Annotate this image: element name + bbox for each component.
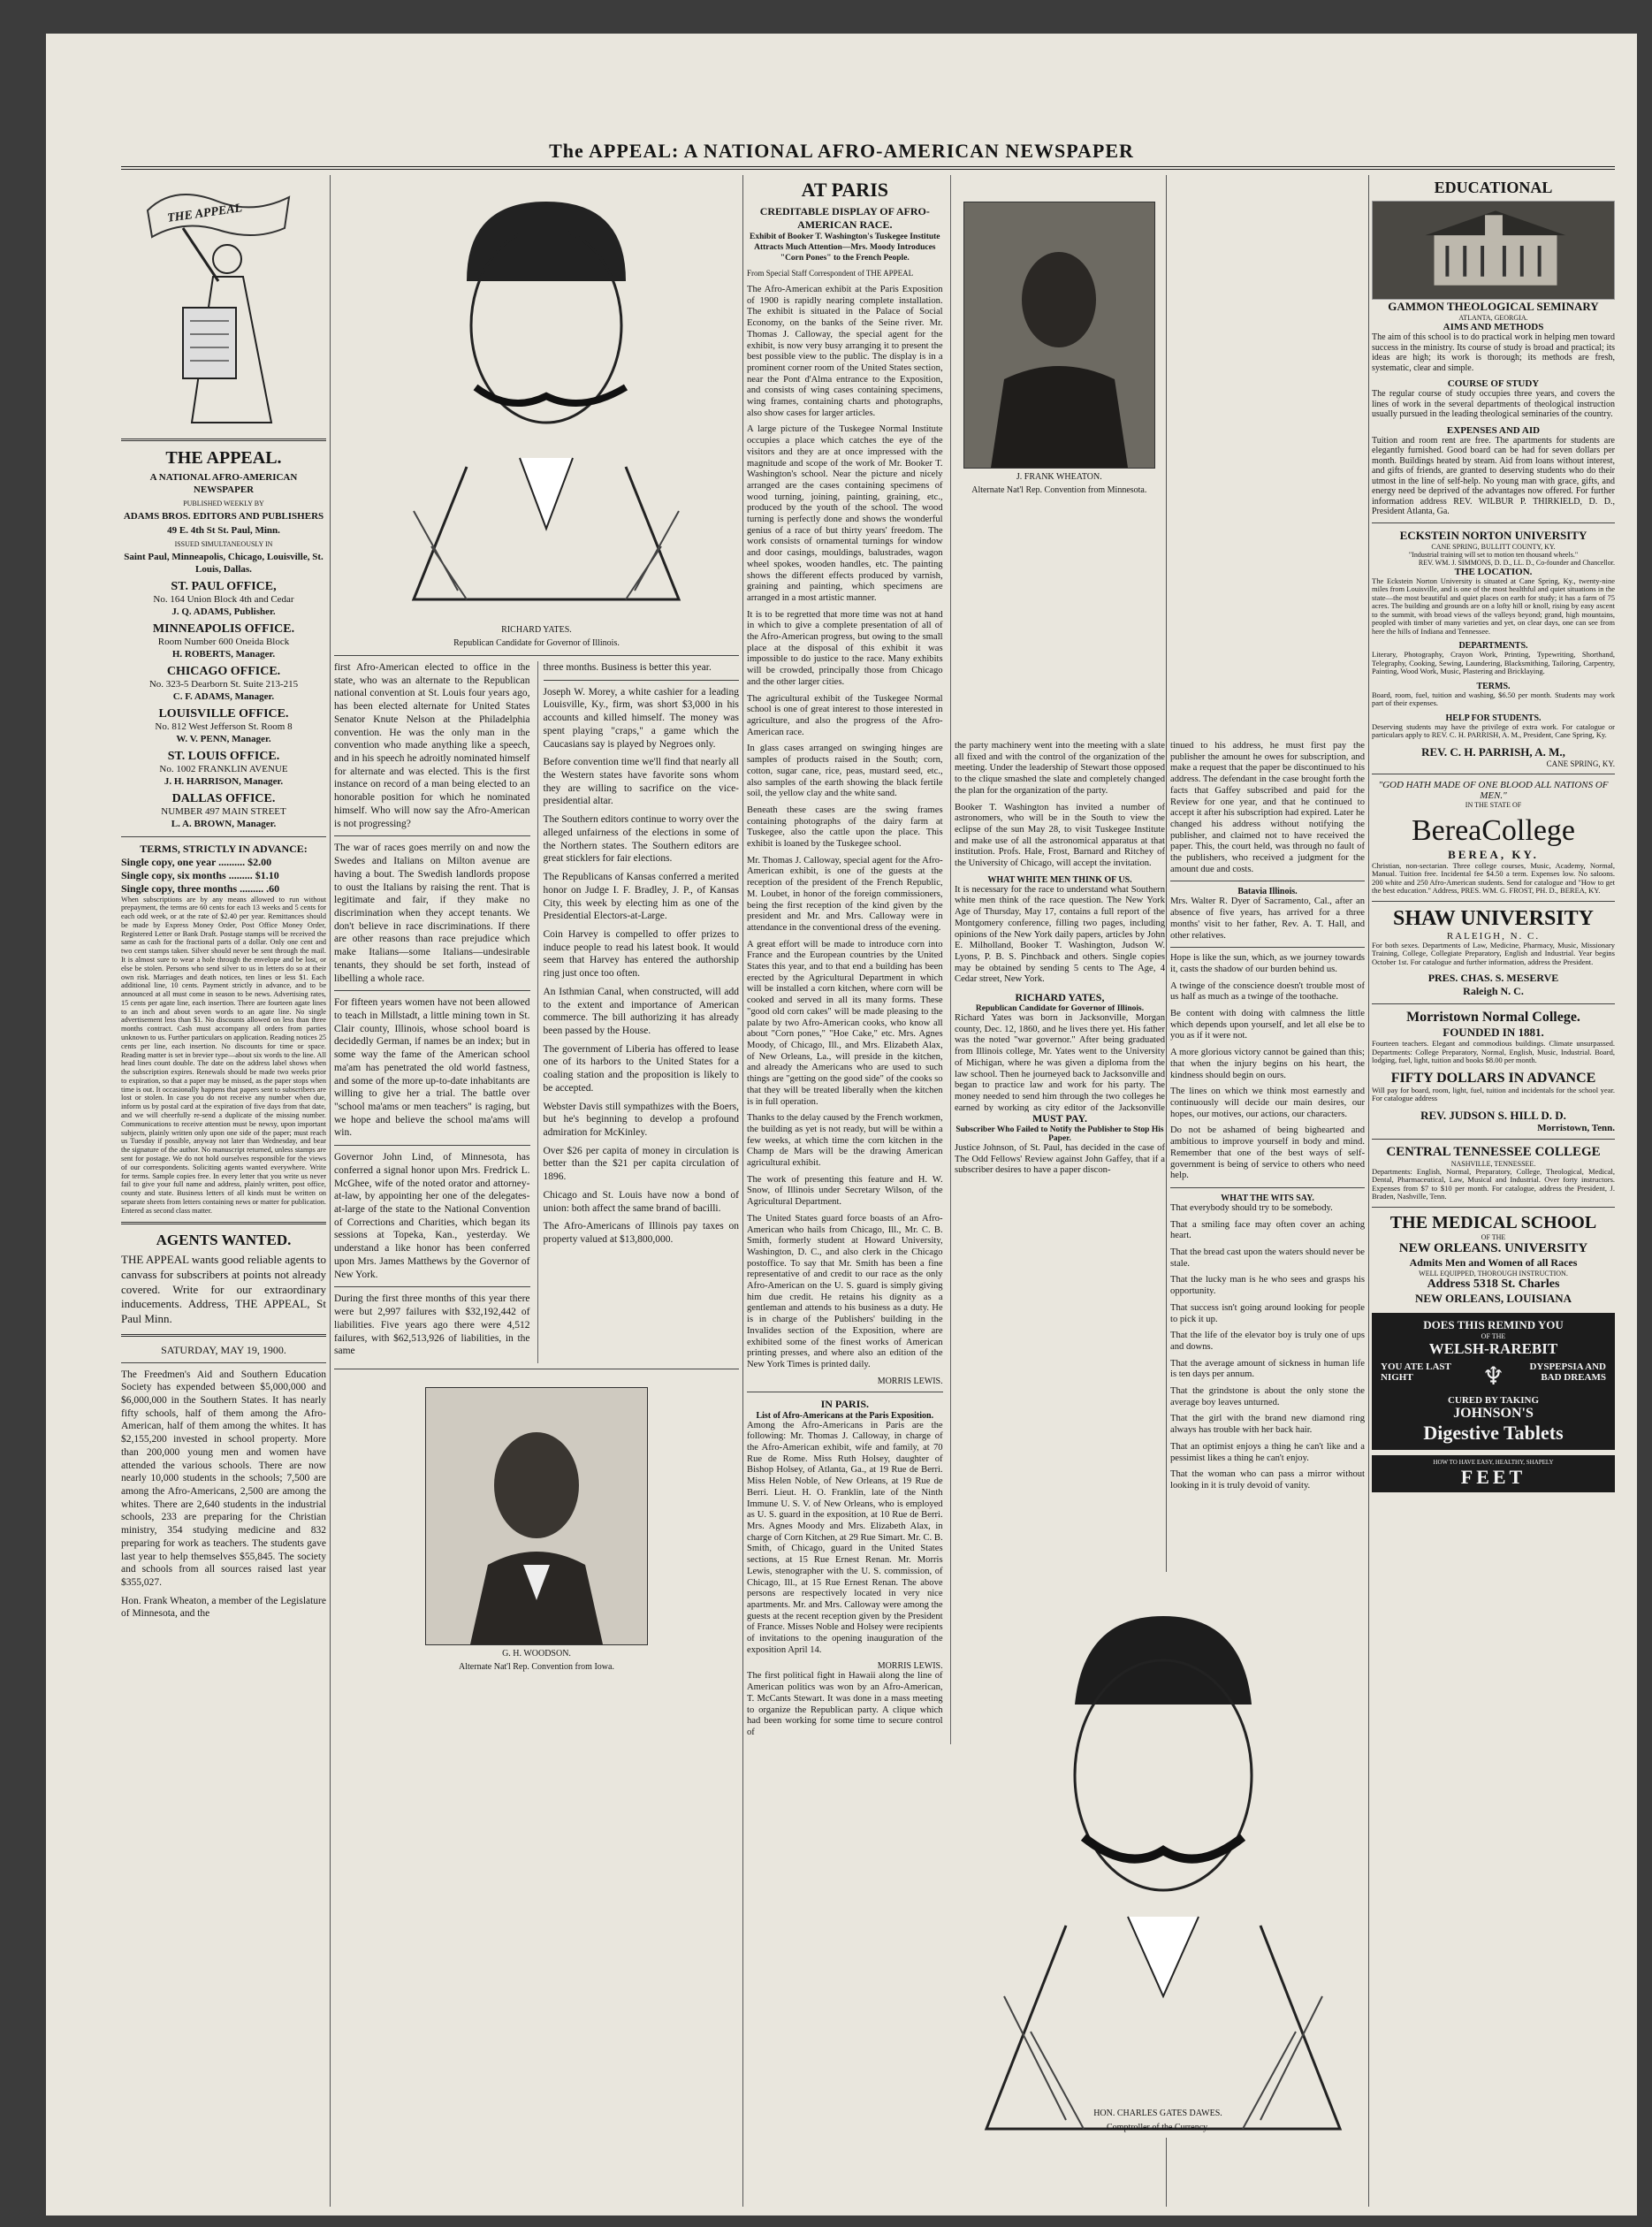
paragraph: The lines on which we think most earnestly and continuously will decide our main desires, our hopes, our motives, our actions, our characters. bbox=[1170, 1087, 1365, 1119]
ad-location: BEREA, KY. bbox=[1448, 847, 1539, 861]
issue-date: SATURDAY, MAY 19, 1900. bbox=[161, 1343, 286, 1356]
paragraph: That a smiling face may often cover an aching heart. bbox=[1170, 1219, 1365, 1241]
divider bbox=[1372, 901, 1615, 902]
cartoon-label: THE APPEAL bbox=[166, 202, 243, 225]
paragraph: That the grindstone is about the only stone the average boy leaves unturned. bbox=[1170, 1386, 1365, 1407]
paragraph: Governor John Lind, of Minnesota, has conferred a signal honor upon Mrs. Fredrick L. McGhee, wife of the noted orator and attorney-at-law, by appointing her one of the delegates-at-large of the state to the National Convention of Corrections and Charities, which began its sessions at Topeka, Kan., yesterday. We understand a like honor has been conferred upon Mrs. James Matthews by the Governor of New York. bbox=[334, 1152, 530, 1280]
paragraph: Before convention time we'll find that nearly all the Western states have favorite sons whom they are willing to sacrifice on the vice-presidential altar. bbox=[543, 757, 739, 807]
editorial-paragraph: Hon. Frank Wheaton, a member of the Legislature of Minnesota, and the bbox=[121, 1595, 326, 1620]
ad-subtitle: Admits Men and Women of all Races bbox=[1409, 1255, 1578, 1269]
dawes-illustration bbox=[951, 1572, 1365, 2138]
ad-title: SHAW UNIVERSITY bbox=[1393, 906, 1594, 930]
divider bbox=[121, 1362, 326, 1363]
ad-body: Christian, non-sectarian. Three college courses, Music, Academy, Normal, Manual. Tuition free. Incidental fee $4.50 a term. Expenses low. No saloons. 200 white and 250 Afro-American students. Send for catalogue and "How to get the best education." Address, PRES. WM. G. FROST, PH. D., BEREA, KY. bbox=[1372, 860, 1615, 896]
ad-location: CANE SPRING, KY. bbox=[1546, 759, 1615, 768]
paragraph: The Republicans of Kansas conferred a merited honor on Judge I. F. Bradley, J. P., of Kansas City, this week by electing him as one of the Presidential Electors-at-Large. bbox=[543, 872, 739, 922]
cities: Saint Paul, Minneapolis, Chicago, Louisville, St. Louis, Dallas. bbox=[124, 552, 324, 575]
ad-section: EXPENSES AND AID bbox=[1446, 424, 1541, 436]
paragraph: The Southern editors continue to worry over the alleged unfairness of the elections in some of the Northern states. The Southern editors are great sticklers for fair elections. bbox=[543, 814, 739, 865]
ad-location: ATLANTA, GEORGIA. bbox=[1458, 314, 1528, 322]
mid-column-a bbox=[951, 741, 1165, 1112]
ad-subtitle: FOUNDED IN 1881. bbox=[1443, 1026, 1544, 1040]
paragraph: Booker T. Washington has invited a number of astronomers, who will be in the South to view the eclipse of the sun May 28, to visit Tuskegee Institute and make use of all the astronomical apparatus at that institution. Profs. Hale, Frost, Barnard and Ritchey of the University of Chicago, will accept the invitation. bbox=[955, 802, 1165, 869]
paragraph: The war of races goes merrily on and now the Swedes and Italians on Milton avenue are having a bout. The Swedish landlords propose to oust the Italians by raising the rent. That is legitimate and fair, if they make no discrimination when they accept tenants. We don't believe in race discriminations. If there are other reasons than race prejudice which make Italians—some Italians—undesirable tenants, they should be set forth, instead of libelling a whole race. bbox=[334, 843, 530, 984]
ad-line: FEET bbox=[1460, 1465, 1526, 1488]
terms-body: When subscriptions are by any means allowed to run without prepayment, the terms are 60 cents for each 13 weeks and 5 cents for each odd week, or at the rate of $2.40 per year. Remittances should be made by Express Money Order, Post Office Money Order, Registered Letter or Bank Draft. Postage stamps will be received the same as cash for the fractional parts of a dollar. Only one cent and two cent stamps taken. Silver should never be sent through the mail. It is almost sure to wear a hole through the envelope and be lost, or else be stolen. Persons who send silver to us in letters do so at their own risk. Marriages and death notices, ten lines or less $1. Each additional line, 10 cents. Payment strictly in advance, and to be announced at all must come in season to be news. Advertising rates, 15 cents per agate line, each insertion. There are fourteen agate lines to an inch and about seven words to an agate line. No single advertisement less than $1. No discounts allowed on less than three months contract. Cash must accompany all orders from parties unknown to us. Further particulars on application. Reading notices 25 cents per line, each insertion. No discounts for time or space. Reading matter is set in brevier type—about six words to the line. All head lines count double. The date on the address label shows when the subscription expires. Renewals should be made two weeks prior to expiration, so that a paper may be missed, as the paper stops when time is out. It occasionally happens that papers sent to subscribers are lost or stolen. In case you do not receive any number when due, inform us by postal card at the expiration of five days from that date, and we will cheerfully re-send a duplicate of the missing number. Communications to receive attention must be newsy, upon important subjects, plainly written only upon one side of the paper; must reach us Tuesday if possible, anyway not later than Wednesday, and bear the signature of the author. No manuscript returned, unless stamps are sent for postage. We do not hold ourselves responsible for the views of our correspondents. Soliciting agents wanted everywhere. Write for terms. Sample copies free. In every letter that you write us never fail to give your full name and address, plainly written, post office, county and state. Business letters of all kinds must be written on separate sheets from letters containing news or matter for publication. Entered as second class matter. bbox=[121, 895, 326, 1215]
ad-body: Literary, Photography, Crayon Work, Printing, Typewriting, Shorthand, Telegraphy, Cooking, Sewing, Laundering, Blacksmithing, Tailoring, Carpentry, Painting, Wood Work, Music, Plastering and Bricklaying. bbox=[1372, 650, 1615, 676]
paragraph: Joseph W. Morey, a white cashier for a leading Louisville, Ky., firm, was short $3,000 in his accounts and killed himself. The money was spent playing "craps," a game which the Caucasians say is played by Negroes only. bbox=[543, 686, 739, 750]
article-subhead: CREDITABLE DISPLAY OF AFRO-AMERICAN RACE. bbox=[759, 205, 930, 231]
divider bbox=[334, 1145, 530, 1146]
ad-label: IN THE STATE OF bbox=[1465, 800, 1522, 809]
paragraph: The first political fight in Hawaii along the line of American politics was won by an Afro-American, T. McCants Stewart. It was done in a mass meeting to organize the Republican party. A clique which had been working for some time to secure control of bbox=[747, 1671, 943, 1737]
ad-address: Address 5318 St. Charles bbox=[1427, 1277, 1560, 1291]
portrait-caption: RICHARD YATES. bbox=[501, 625, 572, 635]
ad-section: HELP FOR STUDENTS. bbox=[1445, 713, 1542, 723]
paragraph: That the bread cast upon the waters should never be stale. bbox=[1170, 1247, 1365, 1269]
paris-article bbox=[747, 175, 943, 1744]
article-dateline: From Special Staff Correspondent of THE APPEAL bbox=[747, 269, 914, 278]
appeal-illustration bbox=[121, 175, 326, 431]
editorial-paragraph: The Freedmen's Aid and Southern Education Society has expended between $5,000,000 and $6,000,000 in the Southern States. It has nearly fifty schools, half of them among the Afro-American, half of them among the whites. It has $2,155,200 invested in school property. More than 200,000 young men and women have attended the various schools. There are now nearly 10,000 students in the schools; 7,500 are among the Afro-Americans, 2,500 are among the whites. There are 2,640 students in the industrial schools, 233 are preparing for the Christian ministry, 354 studying medicine and 832 preparing for work as teachers. The students gave last year to help themselves $55,845. The society and schools from all sources raised last year $355,027. bbox=[121, 1369, 326, 1589]
paragraph: first Afro-American elected to office in the state, who was an alternate to the Republican national convention at St. Louis four years ago, has been elected alternate for United States Senator Knute Nelson at the Philadelphia convention. He was the only man in the convention who made anything like a speech, and in his speech he adroitly nominated himself for alternate and was elected. This is the first instance on record of a man being elected to an honorable position for which he nominated himself. Who will now say the Afro-American is not progressing? bbox=[334, 662, 530, 829]
paragraph: A large picture of the Tuskegee Normal Institute occupies a place which catches the eye of the visitors and they are at once impressed with the magnitude and scope of the work of Mr. Booker T. Washington's school. Near the picture and nicely arranged are the cases containing specimens of wood turning, joining, painting, graining, etc., produced by the youth of the school. The wood turning is perfectly done and shows the wonderful genius of a race of but thirty years' freedom. The work consists of ornamental turnings for window and door casings, mouldings, balustrades, wagon wheel spokes, wooden handles, etc. The painting shows the different effects produced by varnish, graining and painting, which specimens are arranged in a most artistic manner. bbox=[747, 424, 943, 603]
section-deck: Subscriber Who Failed to Notify the Publisher to Stop His Paper. bbox=[955, 1125, 1164, 1143]
paragraph: In glass cases arranged on swinging hinges are samples of products raised in the South; corn, cotton, sugar cane, rice, peas, mustard seed, etc., also samples of the earth showing the black fertile soil, the yellow clay and the white sand. bbox=[747, 744, 943, 799]
article-deck: Exhibit of Booker T. Washington's Tuskegee Institute Attracts Much Attention—Mrs. Moody Introduces "Corn Pones" to the French People. bbox=[750, 233, 940, 263]
illustration-caption-sub: Comptroller of the Currency. bbox=[1107, 2123, 1209, 2132]
ad-line: DOES THIS REMIND YOU bbox=[1423, 1317, 1564, 1331]
section-head: RICHARD YATES, bbox=[1015, 991, 1105, 1004]
ad-title: CENTRAL TENNESSEE COLLEGE bbox=[1386, 1144, 1601, 1159]
ad-line: WELSH-RAREBIT bbox=[1428, 1339, 1558, 1357]
ad-title: THE MEDICAL SCHOOL bbox=[1389, 1212, 1597, 1232]
paragraph: A great effort will be made to introduce corn into France and the European countries by the United States this year, and to that end a building has been erected by the Agricultural Department in which will be installed a corn kitchen, where corn will be cooked and served in all its many forms. These "good old corn cakes" will be made pleasing to the palate by two Afro-American cooks, who know all about "Corn pones," "Hoe Cake," etc. Mrs. Agnes Moody, of Chicago, Ill., and Mrs. Elizabeth Alax, of New Orleans, La., will preside in the kitchen, and already the Americans who are used to such things are "getting on the good side" of the cooks so that they will be treated liberally when the kitchen is in full operation. bbox=[747, 939, 943, 1107]
paragraph: The agricultural exhibit of the Tuskegee Normal school is one of great interest to those interested in agriculture, and also the progress of the Afro-American race. bbox=[747, 693, 943, 737]
office-block: LOUISVILLE OFFICE. No. 812 West Jefferson St. Room 8 W. V. PENN, Manager. bbox=[155, 706, 293, 744]
section-deck: List of Afro-Americans at the Paris Exposition. bbox=[756, 1410, 934, 1421]
paragraph: Richard Yates was born in Jacksonville, Morgan county, Dec. 12, 1860, and he lives there yet. His father was the noted "war governor." After being graduated from Illinois college, Mr. Yates went to the University of Michigan, where he was given a diploma from the law school. Then he journeyed back to Jacksonville and began to practice law and work for his party. The money needed to send him through the two colleges he earned by working as city editor of the Jacksonville bbox=[955, 1013, 1165, 1112]
terms-line: Single copy, six months ......... $1.10 bbox=[121, 868, 279, 881]
column-rule bbox=[742, 175, 743, 2207]
office-block: MINNEAPOLIS OFFICE. Room Number 600 Oneida Block H. ROBERTS, Manager. bbox=[152, 622, 295, 660]
column-rule bbox=[330, 175, 331, 2207]
feet-ad bbox=[1372, 1455, 1615, 1492]
masthead-rule bbox=[121, 166, 1615, 170]
paragraph: Mrs. Walter R. Dyer of Sacramento, Cal., after an absence of five years, has arrived for a three months' visit to her father, Rev. A. T. Hall, and other relatives. bbox=[1170, 896, 1365, 941]
paragraph: That everybody should try to be somebody. bbox=[1170, 1202, 1333, 1213]
paragraph: The Afro-American exhibit at the Paris Exposition of 1900 is rapidly nearing complete installation. The exhibit is situated in the Palace of Social Economy, on the banks of the Seine river. Mr. Thomas J. Calloway, the special agent for the exhibit, is now very busy arranging it to present the best possible view to the public. The display is in a prominent corner room of the United States section, near the Pont d'Alma entrance to the Exposition, and consists of wing cases containing specimens, wing frames, containing charts and photographs, also show cases for larger articles. bbox=[747, 284, 943, 418]
address: 49 E. 4th St St. Paul, Minn. bbox=[167, 525, 280, 537]
office-block: ST. PAUL OFFICE, No. 164 Union Block 4th and Cedar J. Q. ADAMS, Publisher. bbox=[153, 579, 294, 617]
ad-section: THE LOCATION. bbox=[1454, 566, 1533, 577]
paragraph: three months. Business is better this year. bbox=[543, 662, 712, 673]
ad-line: HOW TO HAVE EASY, HEALTHY, SHAPELY bbox=[1433, 1458, 1554, 1466]
divider bbox=[121, 836, 326, 837]
divider bbox=[121, 1222, 326, 1224]
wheaton-photo bbox=[963, 202, 1155, 469]
devil-icon: ♆ bbox=[1481, 1362, 1505, 1391]
office-block: CHICAGO OFFICE. No. 323-5 Dearborn St. Suite 213-215 C. F. ADAMS, Manager. bbox=[148, 664, 299, 702]
ad-location: NASHVILLE, TENNESSEE. bbox=[1450, 1159, 1536, 1168]
ad-title: GAMMON THEOLOGICAL SEMINARY bbox=[1388, 300, 1599, 313]
ad-location: RALEIGH, N. C. bbox=[1446, 930, 1541, 942]
ad-label: OF THE bbox=[1481, 1232, 1506, 1241]
masthead-title: The APPEAL: A NATIONAL AFRO-AMERICAN NEWSPAPER bbox=[549, 140, 1134, 162]
byline: MORRIS LEWIS. bbox=[877, 1661, 943, 1672]
woodson-photo bbox=[425, 1387, 648, 1645]
photo-caption-sub: Alternate Nat'l Rep. Convention from Minnesota. bbox=[971, 485, 1147, 495]
divider bbox=[334, 990, 530, 991]
portrait-icon bbox=[964, 202, 1154, 468]
paragraph: The government of Liberia has offered to lease one of its harbors to the United States for a coaling station and the proposition is likely to be accepted. bbox=[543, 1043, 739, 1094]
section-head: WHAT WHITE MEN THINK OF US. bbox=[987, 874, 1132, 885]
ad-section: DEPARTMENTS. bbox=[1458, 641, 1528, 652]
ad-section: TERMS. bbox=[1476, 681, 1511, 691]
published-line: PUBLISHED WEEKLY BY bbox=[183, 499, 264, 507]
ad-body: Deserving students may have the privilege of extra work. For catalogue or particulars apply to REV. C. H. PARRISH, A. M., President, Cane Spring, Ky. bbox=[1372, 721, 1615, 740]
ad-body: Departments: English, Normal, Preparatory, College, Theological, Medical, Dental, Pharmaceutical, Law, Musical and Industrial. Over forty instructors. Expenses from $7 to $10 per month. For catalogue, address the President, J. Braden, Nashville, Tenn. bbox=[1372, 1166, 1615, 1201]
divider bbox=[1170, 947, 1365, 948]
newspaper-page bbox=[46, 34, 1637, 2216]
photo-caption-sub: Alternate Nat'l Rep. Convention from Iowa. bbox=[459, 1661, 614, 1672]
ad-title: Morristown Normal College. bbox=[1406, 1010, 1580, 1026]
office-block: ST. LOUIS OFFICE. No. 1002 FRANKLIN AVENUE J. H. HARRISON, Manager. bbox=[159, 749, 288, 787]
paragraph: It is necessary for the race to understand what Southern white men think of the race question. The New York Age of Thursday, May 17, contains a full report of the Montgomery conference, filling two pages, including opinions of the New York daily papers, articles by John E. Milholland, Booker T. Washington, Judson W. Lyons, P. B. S. Pinchback and others. Single copies may be obtained by sending 5 cents to The Age, 4 Cedar street, New York. bbox=[955, 884, 1165, 985]
ad-line: YOU ATE LAST NIGHT bbox=[1381, 1361, 1451, 1383]
column-2-left bbox=[334, 661, 530, 1363]
ad-body: Tuition and room rent are free. The apartments for students are elegantly furnished. Good board can be had for seven dollars per month. Buildings heated by steam. Aid from loans without interest, and gifts of friends, are granted to deserving students who do their utmost in the line of self-help. No young man with grace, gifts, and energy need be deprived of the advantages now offered. For further information address REV. WILBUR P. THIRKIELD, D. D., President Atlanta, Ga. bbox=[1372, 435, 1615, 516]
ad-subtitle: NEW ORLEANS. UNIVERSITY bbox=[1398, 1240, 1588, 1255]
column-2 bbox=[334, 175, 739, 2207]
section-head: WHAT THE WITS SAY. bbox=[1221, 1193, 1314, 1203]
ad-motto: "GOD HATH MADE OF ONE BLOOD ALL NATIONS OF MEN." bbox=[1378, 779, 1609, 801]
paragraph: During the first three months of this year there were but 2,997 failures with $32,192,442 of liabilities. Five years ago there were 4,512 failures, with $62,513,926 of liabilities, in the same bbox=[334, 1293, 530, 1357]
seminary-illustration bbox=[1372, 201, 1615, 300]
ad-title: ECKSTEIN NORTON UNIVERSITY bbox=[1399, 528, 1587, 542]
paragraph: Over $26 per capita of money in circulation is better than the $21 per capita circulation of 1896. bbox=[543, 1145, 739, 1183]
agents-title: AGENTS WANTED. bbox=[156, 1232, 292, 1249]
divider bbox=[334, 835, 530, 836]
section-head: Batavia Illinois. bbox=[1237, 887, 1298, 897]
berea-title: BereaCollege bbox=[1411, 813, 1576, 847]
illustration-caption: HON. CHARLES GATES DAWES. bbox=[1093, 2109, 1222, 2118]
ad-body: Will pay for board, room, light, fuel, tuition and incidentals for the school year. For catalogue address bbox=[1372, 1085, 1615, 1103]
paragraph: the party machinery went into the meeting with a slate all fixed and with the control of the organization of the meeting. Under the leadership of Stewart those opposed to the clique smashed the slate and completely changed the plan for the organization of the party. bbox=[955, 741, 1165, 796]
ad-location: Raleigh N. C. bbox=[1463, 985, 1524, 998]
paragraph: That the girl with the brand new diamond ring always has trouble with her back hair. bbox=[1170, 1414, 1365, 1436]
paragraph: For fifteen years women have not been allowed to teach in Millstadt, a little mining town in St. Clair county, Illinois, whose school board is decidedly German, if names be an index; but in some way the fame of the American school ma'am has penetrated the old world fastness, and some of the more up-to-date inhabitants are willing to give her a trial. The battle over "school ma'ams or men teachers" is raging, but we hope and believe the school ma'ams will win. bbox=[334, 997, 530, 1139]
paper-subtitle: A NATIONAL AFRO-AMERICAN NEWSPAPER bbox=[149, 472, 298, 495]
paragraph: Webster Davis still sympathizes with the Boers, but he's beginning to develop a profound admiration for McKinley. bbox=[543, 1101, 739, 1138]
column-1 bbox=[121, 175, 326, 2207]
portrait-icon bbox=[334, 175, 739, 622]
paragraph: Chicago and St. Louis have now a bond of union: both affect the same brand of bacilli. bbox=[543, 1189, 739, 1214]
portrait-icon bbox=[951, 1572, 1365, 2138]
ad-president: REV. JUDSON S. HILL D. D. bbox=[1420, 1108, 1566, 1122]
office-block: DALLAS OFFICE. NUMBER 497 MAIN STREET L. A. BROWN, Manager. bbox=[161, 791, 286, 829]
portrait-caption-sub: Republican Candidate for Governor of Illinois. bbox=[453, 638, 620, 648]
divider bbox=[1372, 522, 1615, 523]
paper-title: THE APPEAL. bbox=[165, 448, 282, 468]
column-rule bbox=[1368, 175, 1369, 2207]
building-icon bbox=[1373, 202, 1614, 299]
paragraph: Among the Afro-Americans in Paris are the following: Mr. Thomas J. Calloway, in charge of the Afro-American exhibit, wife and family, at 70 Rue de Rome. Miss Ruth Holsey, daughter of Bishop Holsey, of Atlanta, Ga., at 19 Rue de Berri. Miss Helen Noble, of New Orleans, at 19 Rue de Berri. Lieut. H. O. Franklin, late of the Ninth Immune U. S. V. of New Orleans, who is employed as U. S. guard in the exposition, at 10 Rue de Berri. Mrs. Agnes Moody and Mrs. Elizabeth Alax, in charge of Corn Kitchen, at 29 Rue Simart. Mr. C. B. Smith, of Chicago, guard in the United States sections, at 15 Rue Ernest Renan. Mr. Morris Lewis, stenographer with the U. S. commission, of Chicago, Ill., at 15 Rue Ernest Renan. The above persons are respectively located in very nice apartments. Mr. and Mrs. Calloway were among the guests at the recent reception given by the President of France. Misses Noble and Holsey were recipients of invitations to the opening inauguration of the exposition April 14. bbox=[747, 1420, 943, 1655]
ad-section: COURSE OF STUDY bbox=[1447, 378, 1540, 389]
ad-body: Board, room, fuel, tuition and washing, $6.50 per month. Students may work part of their expenses. bbox=[1372, 690, 1615, 708]
column-2-right bbox=[537, 661, 740, 1363]
divider bbox=[334, 655, 739, 656]
paragraph: Mr. Thomas J. Calloway, special agent for the Afro-American exhibit, is one of the guests at the reception of the president of the French Republic, M. Loubet, in honor of the foreign commissioners, being the first reception of the kind given by the president and Mr. and Mrs. Calloway were in attendance in the conventional dress of the evening. bbox=[747, 855, 943, 933]
ad-body: Fourteen teachers. Elegant and commodious buildings. Climate unsurpassed. Departments: College Preparatory, Normal, English, Music, Industrial. Board, lodging, fuel, light, tuition and books $8.00 per month. bbox=[1372, 1039, 1615, 1065]
column-5 bbox=[1372, 175, 1615, 2207]
divider bbox=[544, 680, 740, 681]
paragraph: The Afro-Americans of Illinois pay taxes on property valued at $13,800,000. bbox=[543, 1221, 739, 1246]
section-head: MUST PAY. bbox=[1032, 1112, 1088, 1125]
paragraph: That the woman who can pass a mirror without looking in it is truly devoid of vanity. bbox=[1170, 1469, 1365, 1491]
ad-body: The aim of this school is to do practical work in helping men toward success in the ministry. Its course of study is broad and practical; its ideas are high; its work is thorough; its methods are fresh, systematic, clear and simple. bbox=[1372, 332, 1615, 373]
divider bbox=[121, 439, 326, 441]
paragraph: The work of presenting this feature and H. W. Snow, of Illinois under Secretary Wilson, of the Agricultural Department. bbox=[747, 1174, 943, 1208]
ad-line: OF THE bbox=[1481, 1331, 1506, 1340]
paragraph: That an optimist enjoys a thing he can't like and a pessimist likes a thing he can't enjoy. bbox=[1170, 1441, 1365, 1463]
paragraph: Do not be ashamed of being bighearted and ambitious to improve yourself in body and mind. Remember that one of the best ways of self-government is being of service to others who need help. bbox=[1170, 1125, 1365, 1181]
ad-body: The regular course of study occupies three years, and covers the lines of work in the several departments of theological instruction usually pursued in the leading theological seminaries of the country. bbox=[1372, 389, 1615, 419]
terms-line: Single copy, one year .......... $2.00 bbox=[121, 855, 272, 868]
johnsons-ad bbox=[1372, 1313, 1615, 1450]
ad-section: AIMS AND METHODS bbox=[1443, 322, 1544, 332]
divider bbox=[334, 1286, 530, 1287]
ad-location: Morristown, Tenn. bbox=[1537, 1122, 1615, 1133]
divider bbox=[121, 1334, 326, 1337]
divider bbox=[1372, 1207, 1615, 1208]
paragraph: That the life of the elevator boy is truly one of ups and downs. bbox=[1170, 1331, 1365, 1352]
article-headline: AT PARIS bbox=[801, 179, 888, 201]
ad-body: For both sexes. Departments of Law, Medicine, Pharmacy, Music, Missionary Training, College, Collegiate Preparatory, English and Industrial. Year begins October 1st. For catalogue and further information, address the President. bbox=[1372, 940, 1615, 966]
paragraph: An Isthmian Canal, when constructed, will add to the extent and importance of American commerce. The bill authorizing it has already been passed by the House. bbox=[543, 986, 739, 1036]
section-head: IN PARIS. bbox=[820, 1397, 870, 1410]
ad-line: CURED BY TAKING bbox=[1447, 1394, 1540, 1406]
mid-column-a2 bbox=[951, 1112, 1165, 1262]
ad-line: Digestive Tablets bbox=[1423, 1421, 1564, 1444]
paragraph: A more glorious victory cannot be gained than this; that when the injury begins on his heart, the kindness should begin on ours. bbox=[1170, 1048, 1365, 1080]
paragraph: tinued to his address, he must first pay the publisher the amount he owes for subscription, and make a request that the paper be discontinued to his address. The defendant in the case brought forth the facts that Gaffey subscribed and paid for the Review for one year, and that he continued to accept it after his subscription had expired. Later he changed his address without notifying the publisher, and claimed not to have received the paper. This, the court held, was through no fault of the publishers, who received a judgment for the amount due and costs. bbox=[1170, 741, 1365, 874]
issued-line: ISSUED SIMULTANEOUSLY IN bbox=[174, 540, 273, 548]
divider bbox=[1170, 1187, 1365, 1188]
ad-line: DYSPEPSIA AND BAD DREAMS bbox=[1529, 1361, 1606, 1383]
byline: MORRIS LEWIS. bbox=[877, 1376, 943, 1386]
paragraph: That the lucky man is he who sees and grasps his opportunity. bbox=[1170, 1275, 1365, 1297]
paragraph: Coin Harvey is compelled to offer prizes to induce people to read his latest book. It would seem that Harvey has entered the authorship ring just once too often. bbox=[543, 928, 739, 980]
ad-body: The Eckstein Norton University is situated at Cane Spring, Ky., twenty-nine miles from Louisville, and is one of the most healthful and quiet situations in the state—the most beautiful and quiet places on earth for study; it has a farm of 75 acres. The building and grounds are on a lofty hill or knoll, rising by easy ascent to the summit, with broad views of the valleys beyond; grand, high mountains, peopled with timber of many varieties and yet, on clear days, one can see from here the hills of Indiana and Tennessee. bbox=[1372, 576, 1615, 636]
divider bbox=[1372, 1139, 1615, 1140]
paragraph: A twinge of the conscience doesn't trouble most of us half as much as a twinge of the toothache. bbox=[1170, 980, 1365, 1003]
paragraph: Be content with doing with calmness the little which depends upon yourself, and let all else be to you as if it were not. bbox=[1170, 1009, 1365, 1041]
ad-president: REV. WM. J. SIMMONS, D. D., LL. D., Co-founder and Chancellor. bbox=[1418, 558, 1615, 567]
ad-line: JOHNSON'S bbox=[1453, 1405, 1534, 1421]
ad-location: CANE SPRING, BULLITT COUNTY, KY. bbox=[1431, 542, 1556, 551]
educational-header: EDUCATIONAL bbox=[1434, 179, 1553, 196]
photo-caption: G. H. WOODSON. bbox=[502, 1648, 571, 1659]
ad-label: WELL EQUIPPED, THOROUGH INSTRUCTION. bbox=[1419, 1269, 1568, 1277]
paragraph: That success isn't going around looking for people to pick it up. bbox=[1170, 1302, 1365, 1324]
photo-caption: J. FRANK WHEATON. bbox=[1016, 472, 1102, 482]
ad-location: NEW ORLEANS, LOUISIANA bbox=[1414, 1291, 1572, 1305]
ad-title: FIFTY DOLLARS IN ADVANCE bbox=[1390, 1070, 1596, 1086]
paragraph: Hope is like the sun, which, as we journey towards it, casts the shadow of our burden behind us. bbox=[1170, 953, 1365, 974]
paragraph: That the average amount of sickness in human life is ten days per annum. bbox=[1170, 1358, 1365, 1380]
terms-line: Single copy, three months ......... .60 bbox=[121, 881, 280, 895]
divider bbox=[1372, 1003, 1615, 1004]
agents-body: THE APPEAL wants good reliable agents to canvass for subscribers at points not already covered. Write for our extraordinary inducements. Address, THE APPEAL, St Paul Minn. bbox=[121, 1253, 326, 1325]
section-deck: Republican Candidate for Governor of Illinois. bbox=[975, 1004, 1145, 1014]
portrait-icon bbox=[426, 1388, 647, 1644]
ad-president: PRES. CHAS. S. MESERVE bbox=[1427, 972, 1559, 985]
paragraph: Thanks to the delay caused by the French workmen, the building as yet is not ready, but will be within a few weeks, at which time the corn kitchen in the Champ de Mars will be the drawing American agricultural exhibit. bbox=[747, 1113, 943, 1169]
ad-president: REV. C. H. PARRISH, A. M., bbox=[1421, 744, 1565, 759]
paragraph: Justice Johnson, of St. Paul, has decided in the case of The Odd Fellows' Review against John Gaffey, that if a subscriber desires to have a paper discon- bbox=[955, 1143, 1165, 1176]
paragraph: The United States guard force boasts of an Afro-American who hails from Chicago, Ill., Mr. C. B. Smith, formerly student at Howard University, Washington, D. C., and also clerk in the Chicago postoffice. To say that Mr. Smith has been a fine representative of and credit to our race as the only Afro-American on the U. S. guard is simply giving him due credit. He retains his dignity as a gentleman and attends to his business as a duty. He is in charge of the Publishers' building in the Invalides section of the Exposition, where are exhibited some of the finest works of American printing presses, and where also an edition of the New York Times is printed daily. bbox=[747, 1213, 943, 1369]
ad-motto: "Industrial training will set to motion ten thousand wheels." bbox=[1408, 550, 1579, 559]
paragraph: Beneath these cases are the swing frames containing photographs of the dairy farm at Tuskegee, also the cattle upon the place. This exhibit is loaned by the Tuskegee school. bbox=[747, 805, 943, 850]
terms-title: TERMS, STRICTLY IN ADVANCE: bbox=[140, 842, 308, 855]
paragraph: It is to be regretted that more time was not at hand in which to give a complete presentation of all of the Afro-American progress, but owing to the small place at the disposal of this exhibit it was impossible to do justice to the race. Many exhibits will be crowded, principally those from Chicago and the other larger cities. bbox=[747, 609, 943, 687]
publishers: ADAMS BROS. EDITORS AND PUBLISHERS bbox=[123, 510, 324, 522]
richard-yates-portrait bbox=[334, 175, 739, 622]
